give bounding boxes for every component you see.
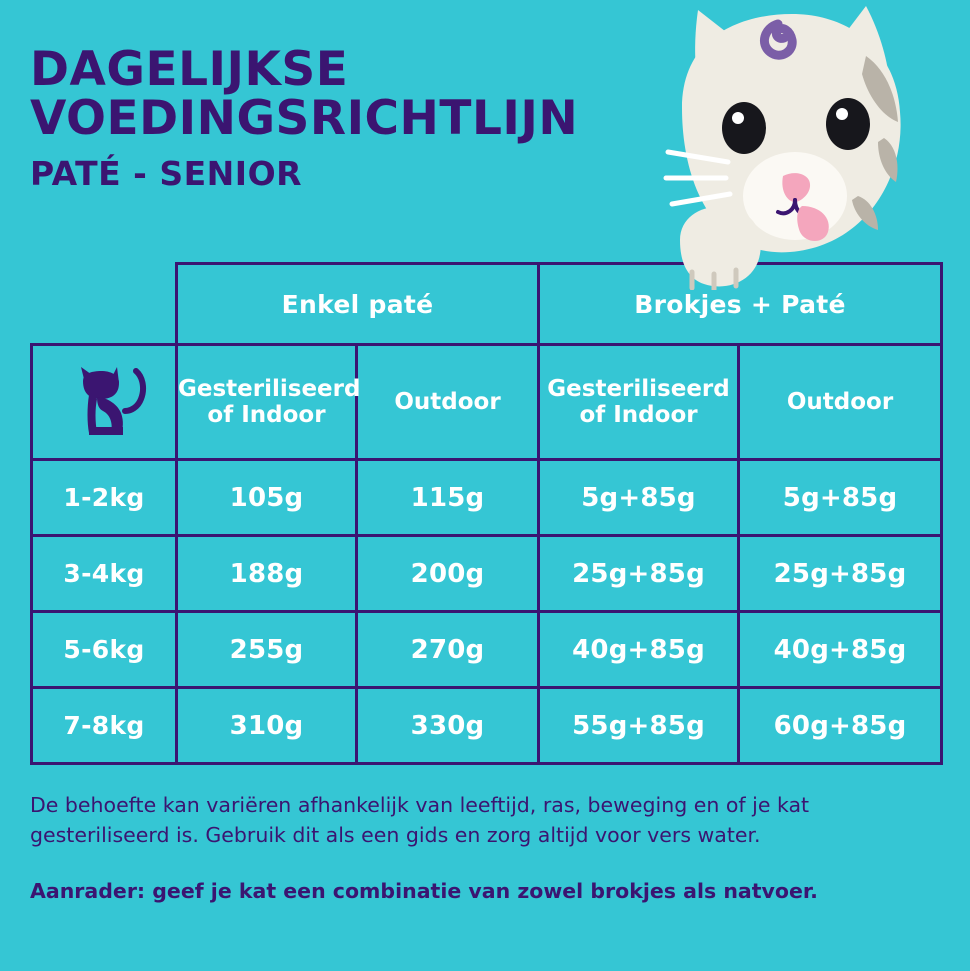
value-cell: 5g+85g xyxy=(539,460,739,536)
value-cell: 5g+85g xyxy=(739,460,942,536)
feeding-guide-table xyxy=(30,262,943,765)
disclaimer-text: De behoefte kan variëren afhankelijk van leeftijd, ras, beweging en of je kat gesteriliseerd is. Gebruik dit als een gids en zorg altijd voor vers water. xyxy=(30,793,810,848)
sub-header-outdoor-mix: Outdoor xyxy=(739,345,942,460)
table-row-sub-headers xyxy=(32,345,942,460)
sub-header-outdoor-pate: Outdoor xyxy=(357,345,539,460)
group-header-brokjes-pate: Brokjes + Paté xyxy=(539,264,942,345)
weight-label: 1-2kg xyxy=(32,460,177,536)
cat-icon-cell xyxy=(32,345,177,460)
weight-label: 7-8kg xyxy=(32,688,177,764)
title-line-1: DAGELIJKSE xyxy=(30,42,349,97)
footer-notes xyxy=(30,790,935,906)
value-cell: 310g xyxy=(177,688,357,764)
value-cell: 188g xyxy=(177,536,357,612)
value-cell: 60g+85g xyxy=(739,688,942,764)
value-cell: 115g xyxy=(357,460,539,536)
feeding-guide-table-wrapper xyxy=(30,262,940,765)
table-row xyxy=(32,460,942,536)
value-cell: 40g+85g xyxy=(739,612,942,688)
value-cell: 255g xyxy=(177,612,357,688)
value-cell: 270g xyxy=(357,612,539,688)
value-cell: 55g+85g xyxy=(539,688,739,764)
value-cell: 25g+85g xyxy=(739,536,942,612)
sub-header-gesteriliseerd-indoor-mix: Gesteriliseerd of Indoor xyxy=(539,345,739,460)
table-row xyxy=(32,688,942,764)
table-row xyxy=(32,536,942,612)
weight-label: 5-6kg xyxy=(32,612,177,688)
cat-illustration xyxy=(652,0,952,290)
value-cell: 330g xyxy=(357,688,539,764)
sub-header-gesteriliseerd-indoor-pate: Gesteriliseerd of Indoor xyxy=(177,345,357,460)
value-cell: 25g+85g xyxy=(539,536,739,612)
title-line-2: VOEDINGSRICHTLIJN xyxy=(30,91,579,147)
table-row xyxy=(32,612,942,688)
page-title xyxy=(30,42,579,194)
cat-icon xyxy=(33,346,175,458)
value-cell: 40g+85g xyxy=(539,612,739,688)
group-header-enkel-pate: Enkel paté xyxy=(177,264,539,345)
page-subtitle: PATÉ - SENIOR xyxy=(30,154,303,194)
corner-spacer xyxy=(32,264,177,345)
value-cell: 200g xyxy=(357,536,539,612)
value-cell: 105g xyxy=(177,460,357,536)
recommendation-text: Aanrader: geef je kat een combinatie van zowel brokjes als natvoer. xyxy=(30,879,818,904)
weight-label: 3-4kg xyxy=(32,536,177,612)
